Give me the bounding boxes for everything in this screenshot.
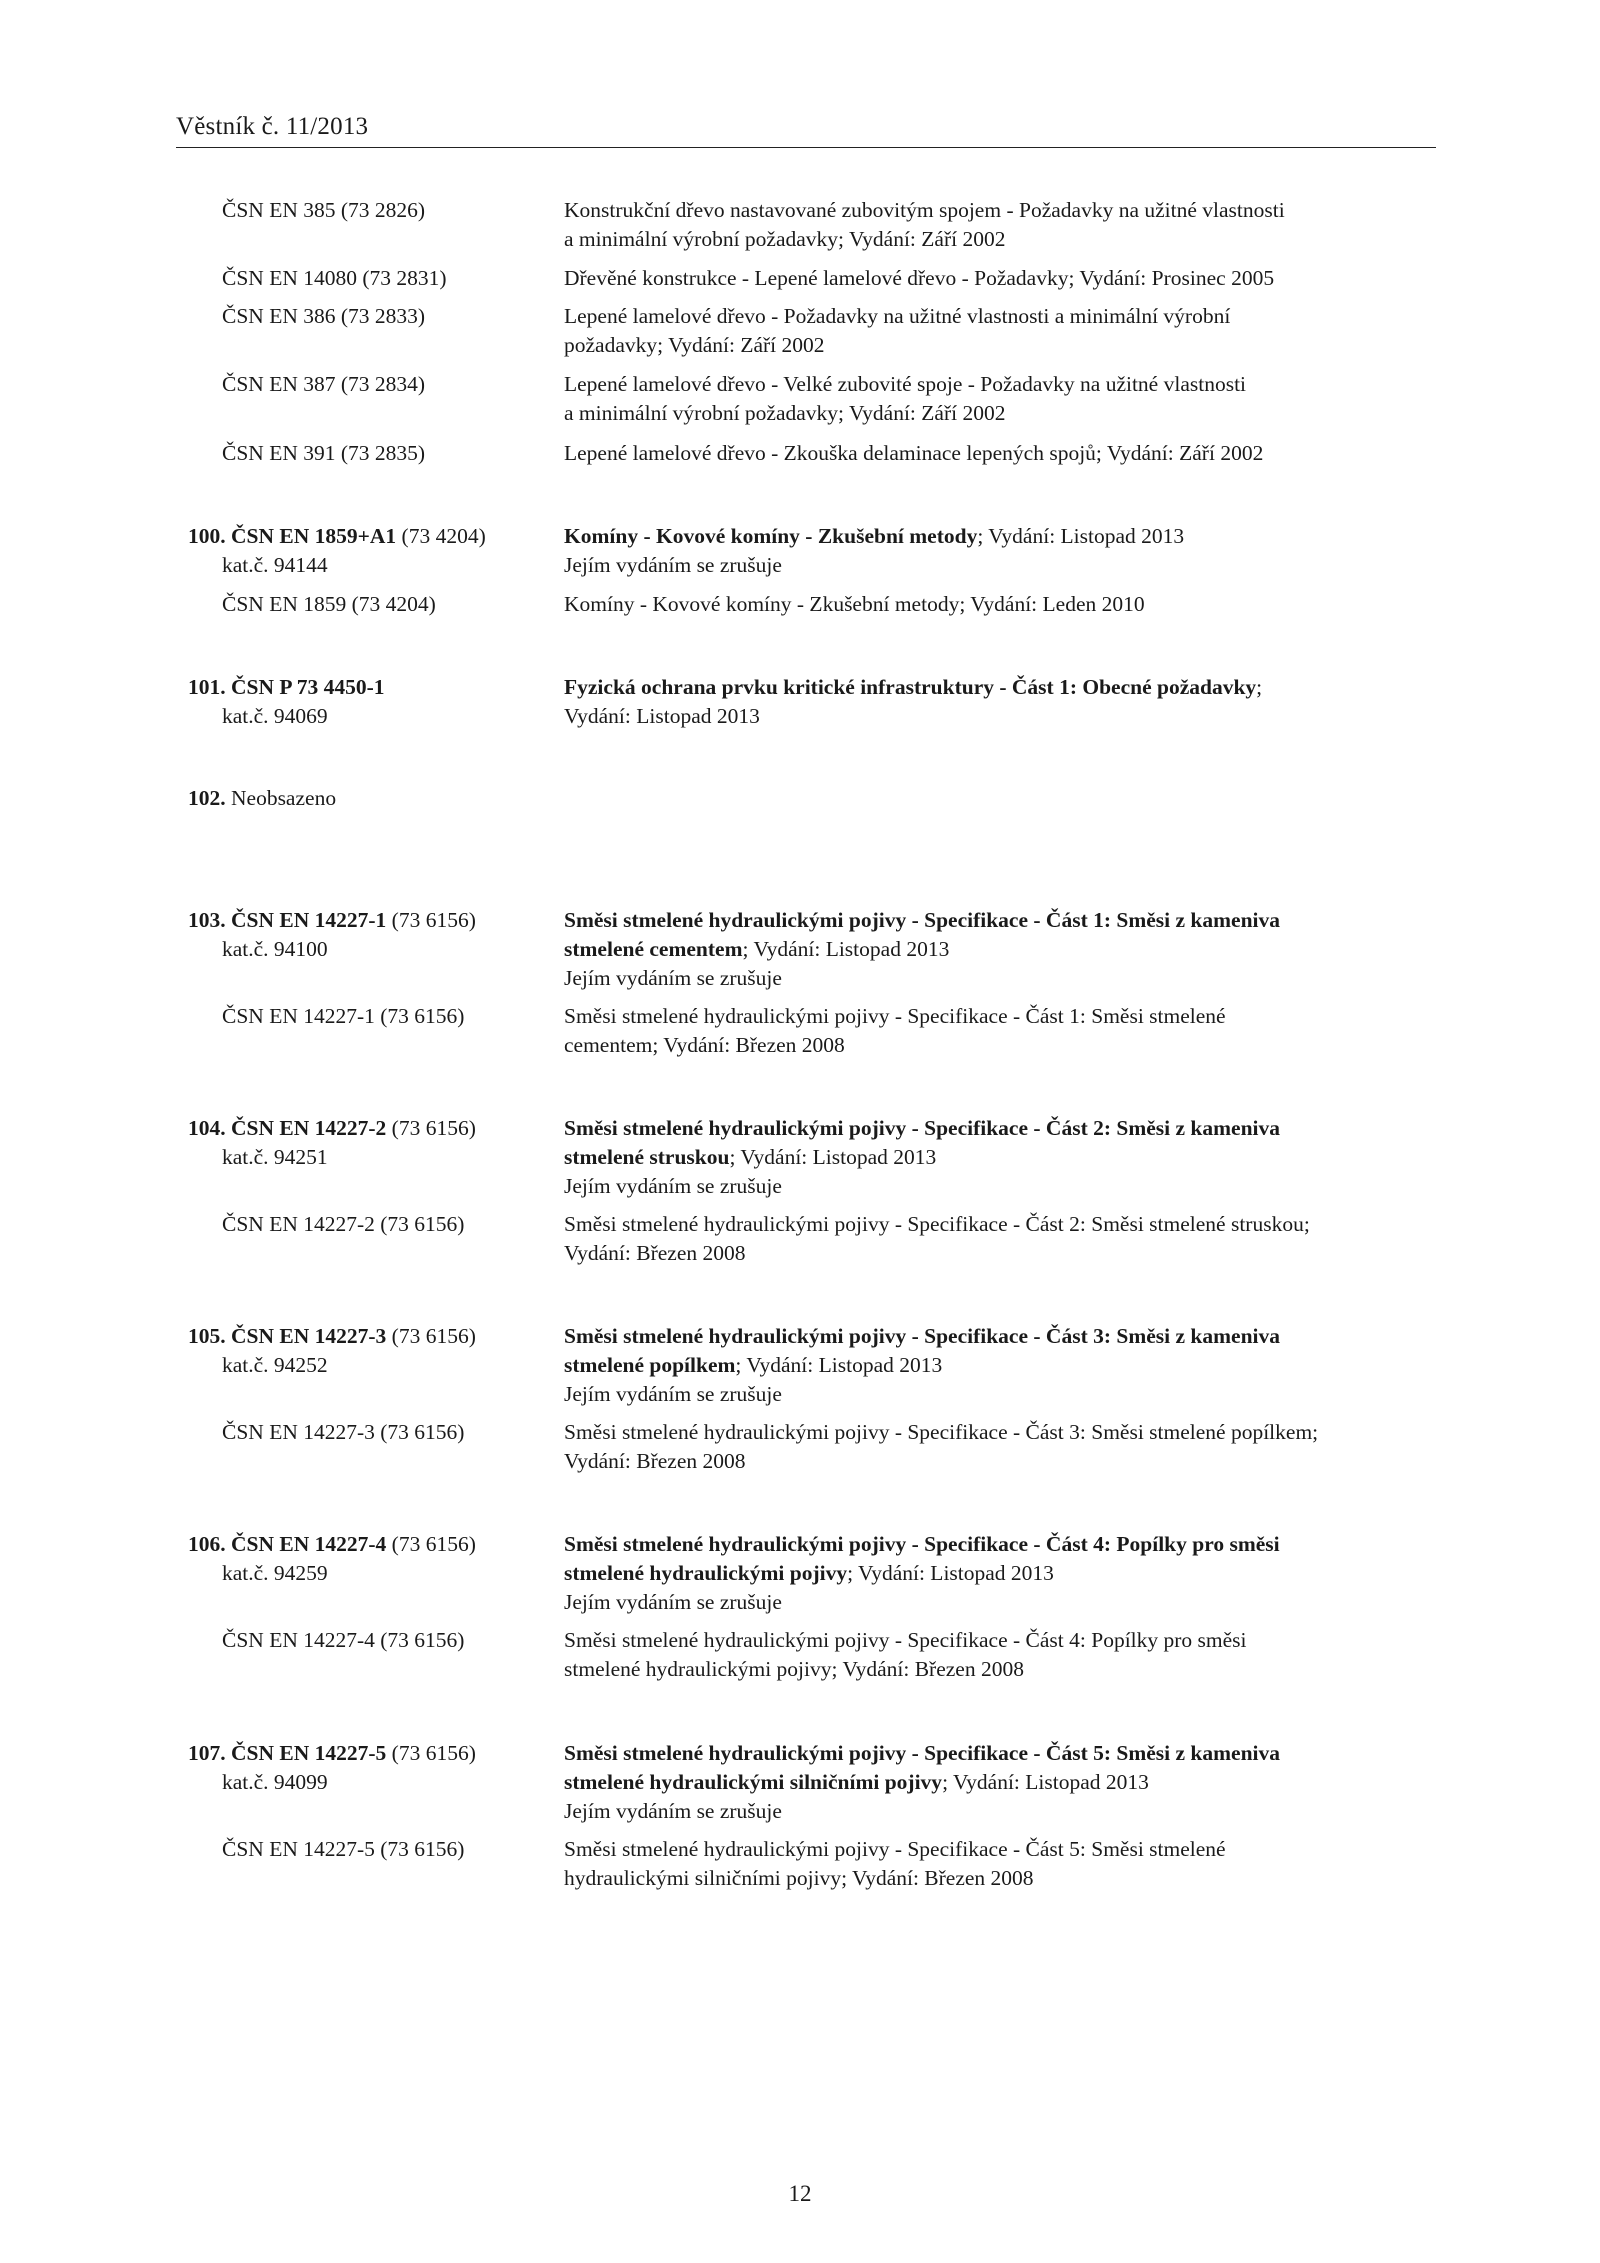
page-number: 12: [788, 2181, 812, 2206]
cancels-note: Jejím vydáním se zrušuje: [564, 1174, 782, 1198]
catalog-number: kat.č. 94100: [222, 937, 328, 961]
standard-code: ČSN EN 14227-3 (73 6156): [222, 1420, 465, 1444]
standard-title: Dřevěné konstrukce - Lepené lamelové dřevo - Požadavky; Vydání: Prosinec 2005: [564, 266, 1275, 290]
entry-title: Komíny - Kovové komíny - Zkušební metody; Vydání: Listopad 2013 Jejím vydáním se zrušuje: [564, 522, 1444, 580]
cancels-note: Jejím vydáním se zrušuje: [564, 966, 782, 990]
standard-code: ČSN EN 14227-5 (73 6156): [222, 1837, 465, 1861]
page-header: [176, 113, 1436, 148]
standard-code: ČSN EN 386 (73 2833): [222, 304, 426, 328]
entry-title: Směsi stmelené hydraulickými pojivy - Specifikace - Část 3: Směsi z kameniva stmelené popílkem; Vydání: Listopad 2013 Jejím vydáním se zrušuje: [564, 1322, 1444, 1409]
standard-code: ČSN EN 14227-1 (73 6156): [222, 1004, 465, 1028]
entry-code: 102. Neobsazeno: [188, 786, 337, 810]
entry-code: 107. ČSN EN 14227-5 (73 6156): [188, 1741, 476, 1765]
entry-code: 105. ČSN EN 14227-3 (73 6156): [188, 1324, 476, 1348]
standard-title: Lepené lamelové dřevo - Velké zubovité spoje - Požadavky na užitné vlastnosti a minimální výrobní požadavky; Vydání: Září 2002: [564, 372, 1247, 425]
catalog-number: kat.č. 94252: [222, 1353, 328, 1377]
entry-code: 100. ČSN EN 1859+A1 (73 4204): [188, 524, 486, 548]
cancels-note: Jejím vydáním se zrušuje: [564, 553, 782, 577]
entry-title: Fyzická ochrana prvku kritické infrastruktury - Část 1: Obecné požadavky; Vydání: Listopad 2013: [564, 675, 1263, 728]
standard-title: Směsi stmelené hydraulickými pojivy - Specifikace - Část 2: Směsi stmelené struskou; Vydání: Březen 2008: [564, 1212, 1310, 1265]
cancels-note: Jejím vydáním se zrušuje: [564, 1590, 782, 1614]
standard-code: ČSN EN 391 (73 2835): [222, 441, 426, 465]
standard-title: Konstrukční dřevo nastavované zubovitým spojem - Požadavky na užitné vlastnosti a minimální výrobní požadavky; Vydání: Září 2002: [564, 198, 1285, 251]
entry-title: Směsi stmelené hydraulickými pojivy - Specifikace - Část 1: Směsi z kameniva stmelené cementem; Vydání: Listopad 2013 Jejím vydáním se zrušuje: [564, 906, 1444, 993]
entry-title: Směsi stmelené hydraulickými pojivy - Specifikace - Část 4: Popílky pro směsi stmelené hydraulickými pojivy; Vydání: Listopad 2013 Jejím vydáním se zrušuje: [564, 1530, 1444, 1617]
standard-code: ČSN EN 387 (73 2834): [222, 372, 426, 396]
cancels-note: Jejím vydáním se zrušuje: [564, 1799, 782, 1823]
catalog-number: kat.č. 94251: [222, 1145, 328, 1169]
standard-code: ČSN EN 14227-4 (73 6156): [222, 1628, 465, 1652]
catalog-number: kat.č. 94259: [222, 1561, 328, 1585]
standard-code: ČSN EN 385 (73 2826): [222, 198, 426, 222]
standard-code: ČSN EN 14080 (73 2831): [222, 266, 447, 290]
standard-title: Směsi stmelené hydraulickými pojivy - Specifikace - Část 5: Směsi stmelené hydraulickými silničními pojivy; Vydání: Březen 2008: [564, 1837, 1226, 1890]
catalog-number: kat.č. 94144: [222, 553, 328, 577]
entry-code: 106. ČSN EN 14227-4 (73 6156): [188, 1532, 476, 1556]
entry-code: 104. ČSN EN 14227-2 (73 6156): [188, 1116, 476, 1140]
standard-title: Lepené lamelové dřevo - Zkouška delaminace lepených spojů; Vydání: Září 2002: [564, 441, 1264, 465]
entry-title: Směsi stmelené hydraulickými pojivy - Specifikace - Část 2: Směsi z kameniva stmelené struskou; Vydání: Listopad 2013 Jejím vydáním se zrušuje: [564, 1114, 1444, 1201]
standard-title: Směsi stmelené hydraulickými pojivy - Specifikace - Část 3: Směsi stmelené popílkem; Vydání: Březen 2008: [564, 1420, 1319, 1473]
catalog-number: kat.č. 94099: [222, 1770, 328, 1794]
entry-code: 101. ČSN P 73 4450-1: [188, 675, 385, 699]
bulletin-title: Věstník č. 11/2013: [176, 113, 369, 140]
standard-code: ČSN EN 14227-2 (73 6156): [222, 1212, 465, 1236]
standard-code: ČSN EN 1859 (73 4204): [222, 592, 436, 616]
entry-title: Směsi stmelené hydraulickými pojivy - Specifikace - Část 5: Směsi z kameniva stmelené hydraulickými silničními pojivy; Vydání: Listopad 2013 Jejím vydáním se zrušuje: [564, 1739, 1444, 1826]
standard-title: Směsi stmelené hydraulickými pojivy - Specifikace - Část 4: Popílky pro směsi stmelené hydraulickými pojivy; Vydání: Březen 2008: [564, 1628, 1247, 1681]
cancels-note: Jejím vydáním se zrušuje: [564, 1382, 782, 1406]
standard-title: Lepené lamelové dřevo - Požadavky na užitné vlastnosti a minimální výrobní požadavky; Vydání: Září 2002: [564, 304, 1231, 357]
standard-title: Komíny - Kovové komíny - Zkušební metody; Vydání: Leden 2010: [564, 592, 1145, 616]
standard-title: Směsi stmelené hydraulickými pojivy - Specifikace - Část 1: Směsi stmelené cementem; Vydání: Březen 2008: [564, 1004, 1226, 1057]
catalog-number: kat.č. 94069: [222, 704, 328, 728]
entry-code: 103. ČSN EN 14227-1 (73 6156): [188, 908, 476, 932]
